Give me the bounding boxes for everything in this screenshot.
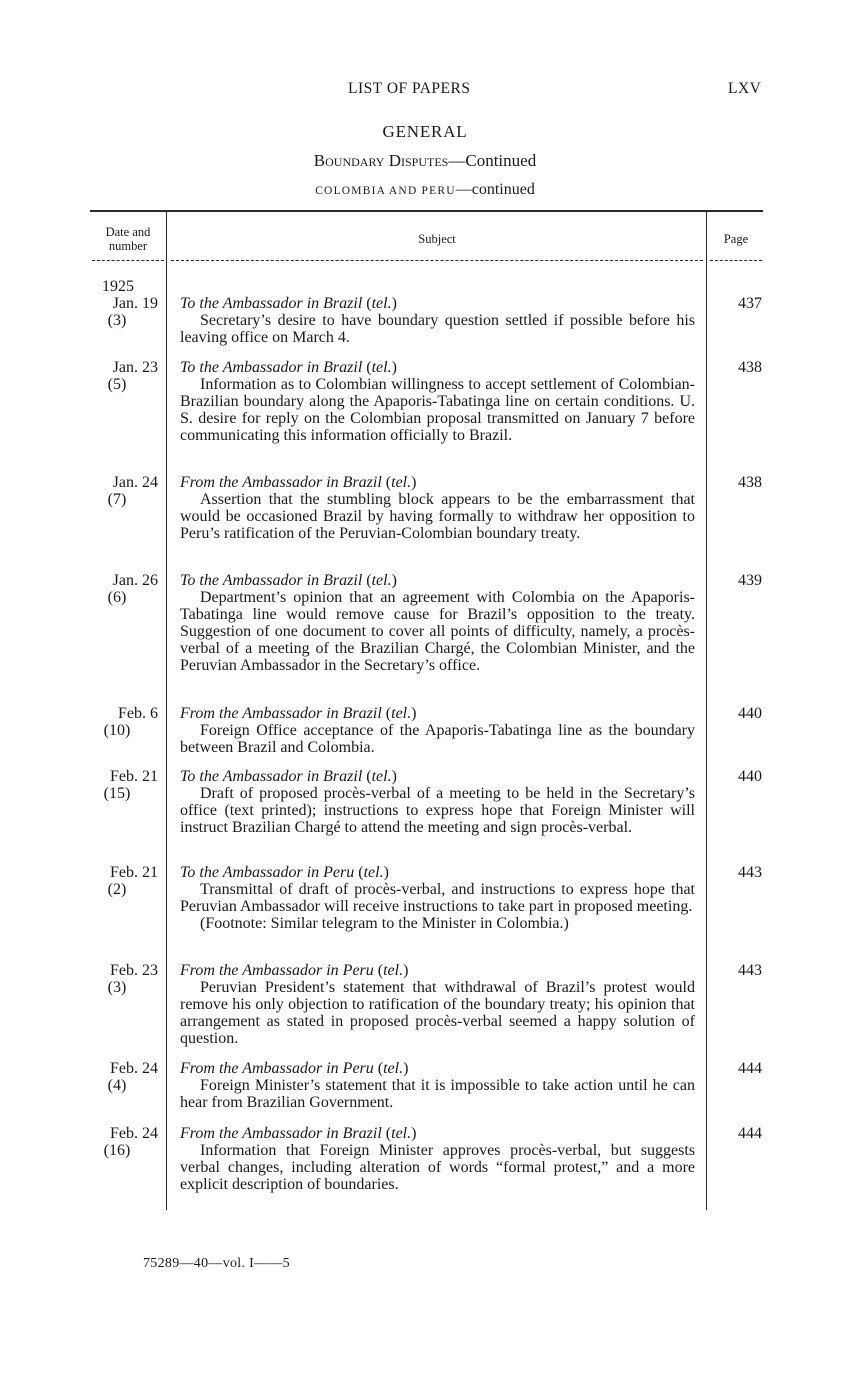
entry-date: Jan. 23 [112, 359, 158, 376]
entry-number: (7) [107, 491, 127, 508]
table-row-subject [180, 572, 695, 674]
column-header-subject: Subject [418, 232, 456, 246]
section-title: GENERAL [382, 122, 468, 141]
entry-page: 440 [738, 768, 762, 785]
table-row-date [88, 359, 158, 393]
entry-body: Assertion that the stumbling block appears to be the embarrassment that would be occasioned Brazil by having formally to withdraw her opposition to Peru’s ratification of the Peruvian-Colombian boundary treaty. [180, 491, 695, 542]
header-underline-subject [171, 260, 703, 261]
entry-body: Information as to Colombian willingness to accept settlement of Colombian-Brazilian boundary along the Apaporis-Tabatinga line on certain conditions. U. S. desire for reply on the Colombian proposal transmitted on January 7 before communicating this information officially to Brazil. [180, 376, 695, 444]
year-label [88, 278, 158, 295]
entry-heading: To the Ambassador in Brazil (tel.) [180, 359, 397, 376]
entry-heading: From the Ambassador in Brazil (tel.) [180, 705, 417, 722]
entry-tel: tel. [383, 1060, 404, 1077]
subtitle-continued: —Continued [448, 151, 537, 170]
column-header-date-line1: Date and [105, 225, 151, 239]
entry-heading-text: From the Ambassador in Peru [180, 1060, 374, 1077]
entry-date: Feb. 21 [110, 768, 158, 785]
running-head [0, 80, 850, 102]
entry-heading-text: To the Ambassador in Brazil [180, 295, 363, 312]
table-top-rule [90, 210, 763, 212]
header-underline-page [710, 260, 762, 261]
entry-date: Jan. 24 [112, 474, 158, 491]
entry-number: (10) [103, 722, 131, 739]
entry-page: 443 [738, 962, 762, 979]
table-row-subject [180, 295, 695, 346]
entry-footnote: (Footnote: Similar telegram to the Minister in Colombia.) [200, 915, 569, 932]
entry-heading: To the Ambassador in Brazil (tel.) [180, 295, 397, 312]
table-row-subject [180, 474, 695, 542]
entry-heading-text: From the Ambassador in Brazil [180, 1125, 382, 1142]
subsubtitle-smallcaps: COLOMBIA AND PERU [315, 185, 456, 197]
entry-heading-text: From the Ambassador in Brazil [180, 705, 382, 722]
entry-page: 444 [738, 1125, 762, 1142]
entry-body: Peruvian President’s statement that withdrawal of Brazil’s protest would remove his only objection to ratification of the boundary treaty; his opinion that arrangement as stated in proposed procès-verbal seemed a happy solution of question. [180, 979, 695, 1047]
entry-page: 437 [738, 295, 762, 312]
entry-number: (6) [107, 589, 127, 606]
entry-heading: To the Ambassador in Brazil (tel.) [180, 768, 397, 785]
table-row-date [88, 864, 158, 898]
entry-tel: tel. [391, 705, 412, 722]
table-row-subject [180, 1125, 695, 1193]
column-divider-right [706, 212, 707, 1210]
entry-tel: tel. [371, 295, 392, 312]
page-folio: LXV [728, 80, 762, 97]
entry-heading: From the Ambassador in Peru (tel.) [180, 962, 409, 979]
column-header-page: Page [723, 232, 749, 246]
entry-tel: tel. [391, 474, 412, 491]
entry-body: Transmittal of draft of procès-verbal, and instructions to express hope that Peruvian Ambassador will receive instructions to take part in proposed meeting. [180, 881, 695, 915]
table-row-date [88, 1125, 158, 1159]
table-row-subject [180, 705, 695, 756]
table-row-date [88, 474, 158, 508]
column-header-date-line2: number [108, 239, 148, 253]
entry-heading: To the Ambassador in Brazil (tel.) [180, 572, 397, 589]
entry-page: 443 [738, 864, 762, 881]
entry-tel: tel. [391, 1125, 412, 1142]
running-title: LIST OF PAPERS [348, 80, 471, 97]
entry-body: Secretary’s desire to have boundary question settled if possible before his leaving office on March 4. [180, 312, 695, 346]
entry-date: Feb. 23 [110, 962, 158, 979]
entry-date: Feb. 24 [110, 1125, 158, 1142]
table-row-subject [180, 768, 695, 836]
entry-date: Jan. 19 [112, 295, 158, 312]
entry-tel: tel. [383, 962, 404, 979]
entry-date: Feb. 24 [110, 1060, 158, 1077]
table-row-date [88, 295, 158, 329]
entry-tel: tel. [363, 864, 384, 881]
entry-heading-text: To the Ambassador in Brazil [180, 572, 363, 589]
entry-date: Feb. 6 [118, 705, 158, 722]
section-subsubtitle [0, 181, 850, 199]
entry-heading-text: To the Ambassador in Brazil [180, 768, 363, 785]
entry-tel: tel. [371, 359, 392, 376]
entry-body: Foreign Office acceptance of the Apaporis-Tabatinga line as the boundary between Brazil and Colombia. [180, 722, 695, 756]
entry-heading: From the Ambassador in Brazil (tel.) [180, 1125, 417, 1142]
section-subtitle [0, 151, 850, 171]
table-row-subject [180, 359, 695, 444]
table-row-date [88, 1060, 158, 1094]
table-row-date [88, 572, 158, 606]
entry-body: Draft of proposed procès-verbal of a meeting to be held in the Secretary’s office (text printed); instructions to express hope that Foreign Minister will instruct Brazilian Chargé to attend the meeting and sign procès-verbal. [180, 785, 695, 836]
entry-number: (15) [103, 785, 131, 802]
entry-body: Foreign Minister’s statement that it is impossible to take action until he can hear from Brazilian Government. [180, 1077, 695, 1111]
column-header-date [90, 225, 166, 253]
entry-heading-text: From the Ambassador in Peru [180, 962, 374, 979]
table-row-date [88, 962, 158, 996]
entry-number: (3) [107, 979, 127, 996]
entry-date: Jan. 26 [112, 572, 158, 589]
entry-number: (2) [107, 881, 127, 898]
entry-heading-text: To the Ambassador in Brazil [180, 359, 363, 376]
entry-tel: tel. [371, 572, 392, 589]
table-row-subject [180, 1060, 695, 1111]
entry-page: 444 [738, 1060, 762, 1077]
table-row-subject [180, 962, 695, 1047]
entry-tel: tel. [371, 768, 392, 785]
header-underline-date [92, 260, 164, 261]
entry-page: 438 [738, 359, 762, 376]
table-row-date [88, 768, 158, 802]
entry-page: 440 [738, 705, 762, 722]
entry-heading-text: From the Ambassador in Brazil [180, 474, 382, 491]
column-divider-left [166, 212, 167, 1210]
entry-heading: To the Ambassador in Peru (tel.) [180, 864, 389, 881]
printer-code: 75289—40—vol. I——5 [143, 1256, 290, 1271]
year: 1925 [102, 278, 134, 295]
entry-body: Information that Foreign Minister approves procès-verbal, but suggests verbal changes, including alteration of words “formal protest,” and a more explicit description of boundaries. [180, 1142, 695, 1193]
entry-date: Feb. 21 [110, 864, 158, 881]
entry-number: (4) [107, 1077, 127, 1094]
table-row-date [88, 705, 158, 739]
entry-page: 439 [738, 572, 762, 589]
entry-number: (5) [107, 376, 127, 393]
entry-heading: From the Ambassador in Brazil (tel.) [180, 474, 417, 491]
entry-body: Department’s opinion that an agreement with Colombia on the Apaporis-Tabatinga line would remove cause for Brazil’s opposition to the treaty. Suggestion of one document to cover all points of difficulty, namely, a procès-verbal of a meeting of the Brazilian Chargé, the Colombian Minister, and the Peruvian Ambassador in the Secretary’s office. [180, 589, 695, 674]
entry-heading-text: To the Ambassador in Peru [180, 864, 355, 881]
subsubtitle-continued: —continued [455, 181, 535, 198]
subtitle-smallcaps: Boundary Disputes [313, 151, 449, 170]
entry-number: (3) [107, 312, 127, 329]
entry-page: 438 [738, 474, 762, 491]
entry-number: (16) [103, 1142, 131, 1159]
table-row-subject [180, 864, 695, 932]
entry-heading: From the Ambassador in Peru (tel.) [180, 1060, 409, 1077]
